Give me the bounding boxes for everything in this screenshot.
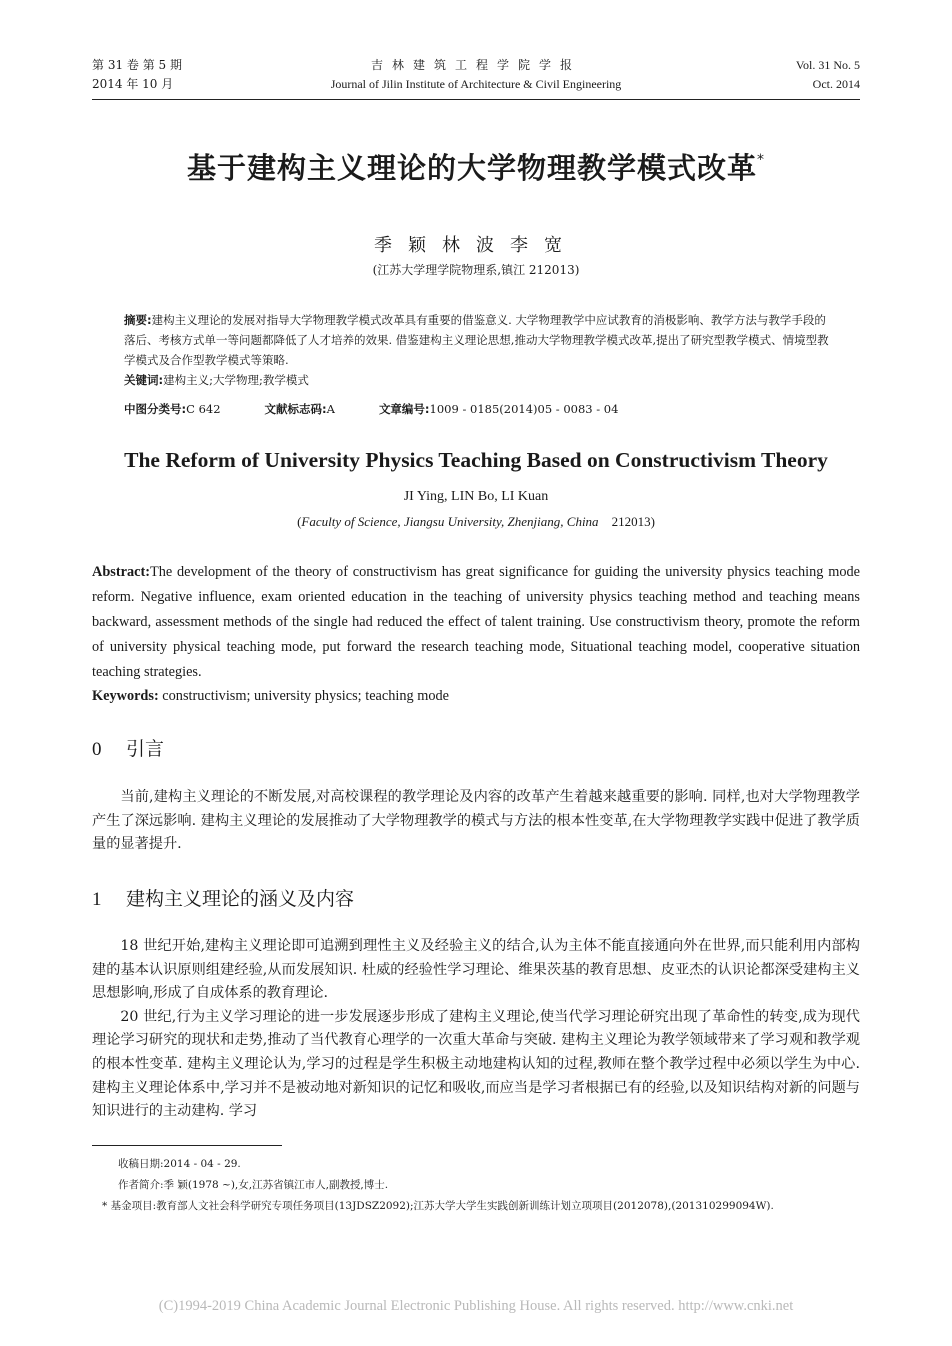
abstract-cn — [124, 310, 834, 390]
header-journal-en: Journal of Jilin Institute of Architecture & Civil Engineering — [330, 77, 622, 91]
keywords-en — [92, 685, 860, 707]
doc-code-value: A — [326, 402, 335, 416]
running-header — [92, 56, 860, 96]
theory-body — [92, 935, 860, 1124]
classification-line — [124, 399, 618, 419]
authors-en: JI Ying, LIN Bo, LI Kuan — [403, 489, 549, 504]
affiliation-cn: (江苏大学理学院物理系,镇江 212013) — [372, 263, 580, 277]
section-title: 建构主义理论的涵义及内容 — [126, 888, 355, 910]
section-number: 1 — [92, 889, 102, 910]
header-journal — [92, 56, 860, 94]
header-issue-en — [796, 56, 860, 94]
keywords-en-label: Keywords: — [92, 688, 159, 704]
keywords-en-text: constructivism; university physics; teaching mode — [162, 688, 449, 704]
footnote-rule — [92, 1145, 282, 1146]
keywords-cn-label: 关键词: — [124, 373, 164, 387]
article-number-value: 1009 - 0185(2014)05 - 0083 - 04 — [429, 402, 619, 416]
body-paragraph: 20 世纪,行为主义学习理论的进一步发展逐步形成了建构主义理论,使当代学习理论研究出现了革命性的转变,成为现代理论学习研究的现状和走势,推动了当代教育心理学的一次重大革命与突破. 建构主义理论为教学领域带来了学习观和教学观的根本性变革. 建构主义理论认为,学习的过程是学生积极主动地建构认知的过程,教师在整个教学过程中必须以学生为中心. 建构主义理论体系中,学习并不是被动地对新知识的记忆和吸收,而应当是学习者根据已有的经验,以及知识结构对新的问题与知识进行的主动建构. 学习 — [92, 1008, 860, 1120]
copyright-watermark: (C)1994-2019 China Academic Journal Electronic Publishing House. All rights reserved. http://www.cnki.net — [158, 1298, 794, 1314]
body-paragraph: 当前,建构主义理论的不断发展,对高校课程的教学理论及内容的改革产生着越来越重要的影响. 同样,也对大学物理教学产生了深远影响. 建构主义理论的发展推动了大学物理教学的模式与方法的根本性变革,在大学物理教学实践中促进了教学质量的显著提升. — [92, 789, 860, 853]
title-footnote-mark: * — [757, 152, 765, 168]
body-paragraph: 18 世纪开始,建构主义理论即可追溯到理性主义及经验主义的结合,认为主体不能直接通向外在世界,而只能利用内部构建的基本认识原则组建经验,从而发展知识. 杜威的经验性学习理论、维果茨基的教育思想、皮亚杰的认识论都深受建构主义思想影响,形成了自成体系的教育理论. — [92, 938, 860, 1002]
section-title: 引言 — [126, 738, 165, 760]
keywords-cn-text: 建构主义;大学物理;教学模式 — [163, 373, 309, 387]
affiliation-en-zip: 212013 — [611, 514, 651, 529]
header-volume-en: Vol. 31 No. 5 — [795, 58, 860, 72]
paper-title-en: The Reform of University Physics Teaching Based on Constructivism Theory — [124, 448, 828, 472]
abstract-cn-label: 摘要: — [124, 313, 152, 327]
paper-title-cn — [40, 146, 912, 187]
section-heading-theory — [92, 884, 354, 911]
paper-title-cn-text: 基于建构主义理论的大学物理教学模式改革 — [186, 151, 757, 185]
article-number-label: 文章编号: — [378, 402, 430, 416]
footnotes — [92, 1154, 860, 1217]
clc-value: C 642 — [186, 402, 221, 416]
abstract-en-text: The development of the theory of constructivism has great significance for guiding the university physics teaching mode reform. Negative influence, exam oriented education in the teaching of university physics teaching method and teaching means backward, assessment methods of the single had reduced the effect of talent training. Use constructivism theory, promote the reform of university physical teaching mode, put forward the research teaching mode, Situational teaching model, cooperative situation teaching strategies. — [92, 564, 860, 680]
header-volume-cn: 第 31 卷 第 5 期 — [92, 58, 182, 72]
footnote-received: 收稿日期:2014 - 04 - 29. — [118, 1158, 241, 1170]
doc-code-label: 文献标志码: — [264, 402, 327, 416]
header-journal-cn: 吉林建筑工程学院学报 — [370, 58, 581, 72]
introduction-body — [92, 786, 860, 857]
abstract-en-label: Abstract: — [92, 564, 150, 580]
header-rule — [92, 99, 860, 100]
header-date-cn: 2014 年 10 月 — [92, 77, 174, 91]
footnote-fund: * 基金项目:教育部人文社会科学研究专项任务项目(13JDSZ2092);江苏大学大学生实践创新训练计划立项项目(2012078),(201310299094W). — [102, 1200, 774, 1212]
affiliation-en: (Faculty of Science, Jiangsu University, Zhenjiang, China 212013) — [297, 514, 655, 529]
clc-label: 中图分类号: — [124, 402, 187, 416]
authors-cn: 季颖林波李宽 — [374, 235, 578, 256]
footnote-author: 作者简介:季 颖(1978 ~),女,江苏省镇江市人,副教授,博士. — [118, 1179, 389, 1191]
affiliation-en-text: Faculty of Science, Jiangsu University, Zhenjiang, China — [301, 514, 599, 529]
abstract-en — [92, 560, 860, 685]
section-heading-introduction — [92, 734, 164, 761]
abstract-cn-text: 建构主义理论的发展对指导大学物理教学模式改革具有重要的借鉴意义. 大学物理教学中应试教育的消极影响、教学方法与教学手段的落后、考核方式单一等问题都降低了人才培养的效果. 借鉴建构主义理论思想,推动大学物理教学模式改革,提出了研究型教学模式、情境型教学模式及合作型教学模式等策略. — [124, 313, 829, 367]
section-number: 0 — [92, 739, 102, 760]
header-date-en: Oct. 2014 — [812, 77, 860, 91]
